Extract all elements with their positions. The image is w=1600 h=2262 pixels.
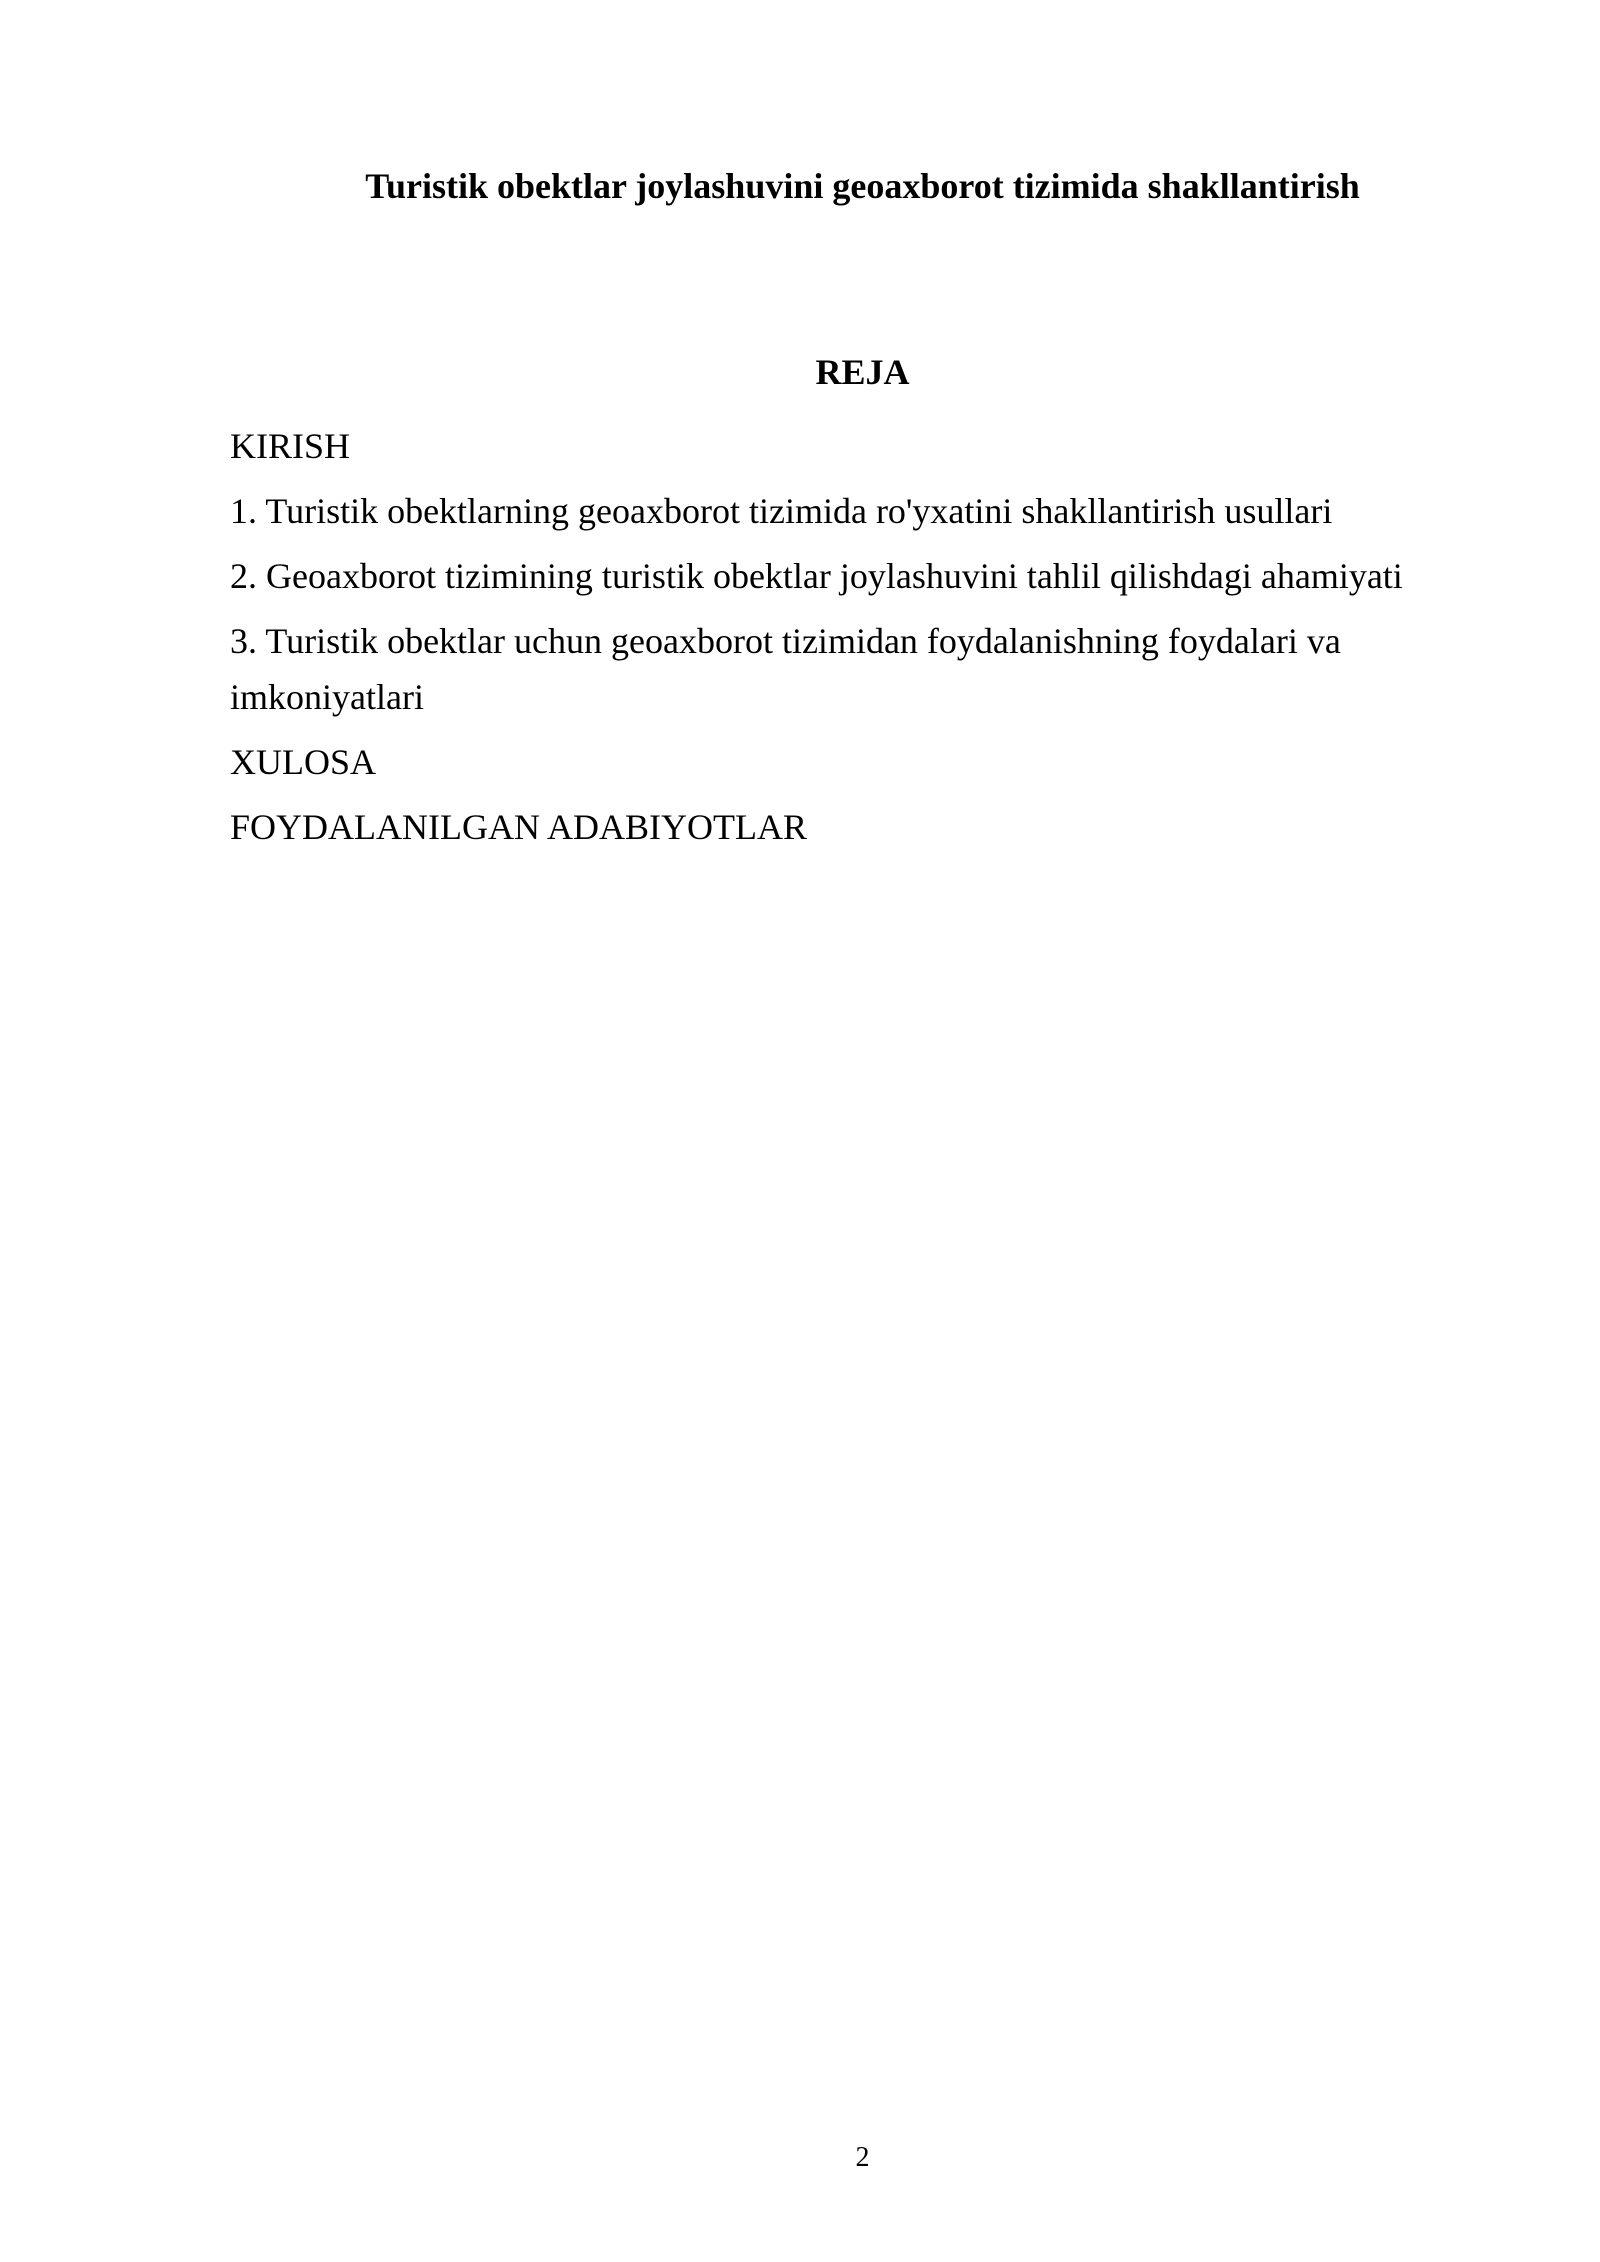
- plan-item-introduction: KIRISH: [230, 426, 351, 466]
- plan-item-references: FOYDALANILGAN ADABIYOTLAR: [230, 807, 807, 847]
- plan-item-3: 3. Turistik obektlar uchun geoaxborot tizimidan foydalanishning foydalari va imkoniyatlari: [230, 621, 1341, 717]
- plan-list: [230, 418, 1500, 864]
- plan-item-1: 1. Turistik obektlarning geoaxborot tizimida ro'yxatini shakllantirish usullari: [230, 491, 1333, 531]
- plan-item-conclusion: XULOSA: [230, 742, 377, 782]
- plan-item-2: 2. Geoaxborot tizimining turistik obektlar joylashuvini tahlil qilishdagi ahamiyati: [230, 556, 1403, 596]
- document-title: Turistik obektlar joylashuvini geoaxborot tizimida shakllantirish: [365, 166, 1360, 206]
- page-number: 2: [855, 2142, 870, 2173]
- plan-heading: REJA: [815, 352, 910, 392]
